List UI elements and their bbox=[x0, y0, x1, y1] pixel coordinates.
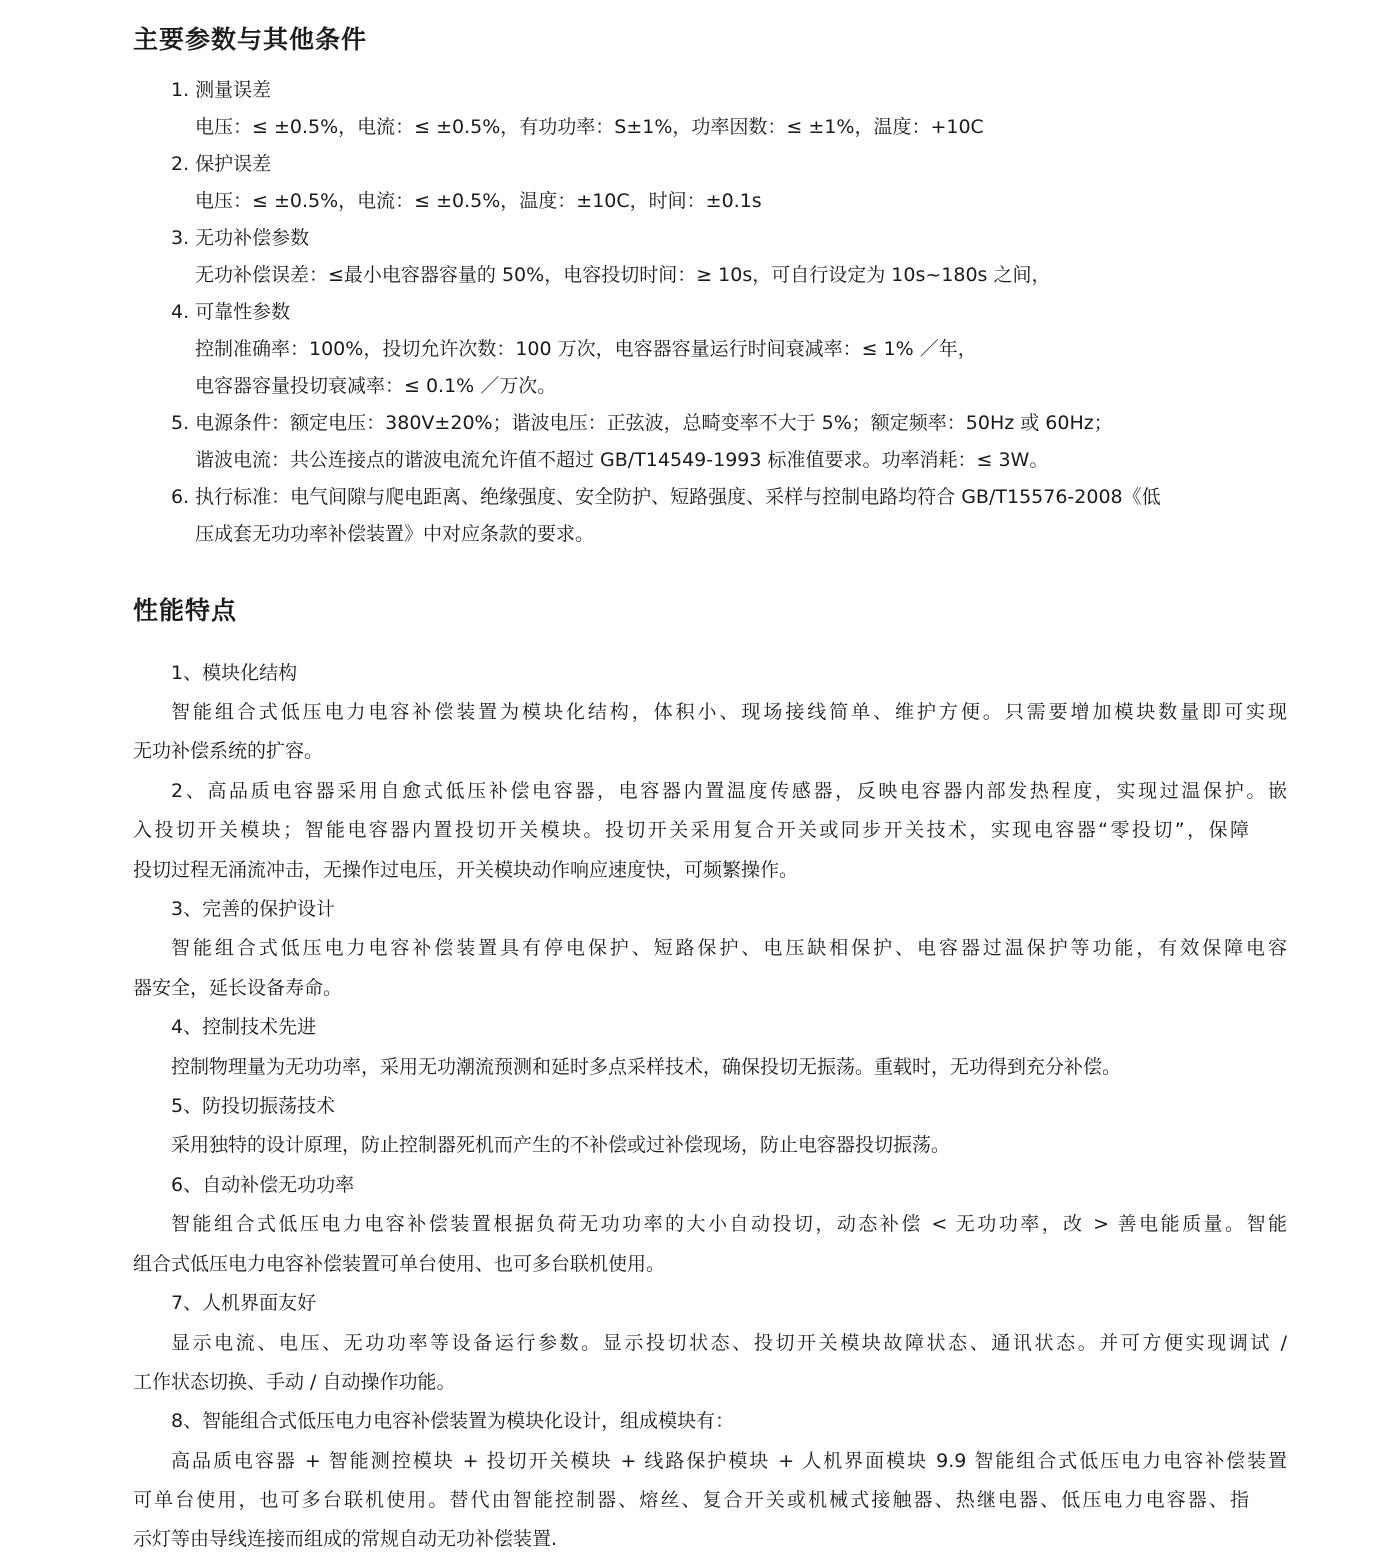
param-item-title: 3. 无功补偿参数 bbox=[171, 227, 310, 249]
param-item-body: 无功补偿误差：≤最小电容器容量的 50%，电容投切时间：≥ 10s，可自行设定为 10s~180s 之间， bbox=[195, 264, 1051, 286]
feature-paragraph-line: 示灯等由导线连接而组成的常规自动无功补偿装置. bbox=[133, 1528, 558, 1550]
feature-paragraph-line: 智能组合式低压电力电容补偿装置具有停电保护、短路保护、电压缺相保护、电容器过温保护等功能，有效保障电容 bbox=[171, 937, 1287, 959]
feature-paragraph-line: 器安全，延长设备寿命。 bbox=[133, 977, 343, 999]
feature-paragraph-line: 工作状态切换、手动 / 自动操作功能。 bbox=[133, 1371, 456, 1393]
feature-item-title: 5、防投切振荡技术 bbox=[171, 1095, 336, 1117]
param-item-title: 4. 可靠性参数 bbox=[171, 301, 291, 323]
param-item-title: 6. 执行标准：电气间隙与爬电距离、绝缘强度、安全防护、短路强度、采样与控制电路均符合 GB/T15576-2008《低 bbox=[171, 486, 1161, 508]
feature-paragraph-line: 可单台使用，也可多台联机使用。替代由智能控制器、熔丝、复合开关或机械式接触器、热继电器、低压电力电容器、指 bbox=[133, 1489, 1249, 1511]
param-item-body: 电压：≤ ±0.5%，电流：≤ ±0.5%，温度：±10C，时间：±0.1s bbox=[195, 190, 762, 212]
feature-paragraph-line: 智能组合式低压电力电容补偿装置为模块化结构，体积小、现场接线简单、维护方便。只需要增加模块数量即可实现 bbox=[171, 701, 1287, 723]
section-heading-features: 性能特点 bbox=[133, 596, 238, 625]
param-item-title: 2. 保护误差 bbox=[171, 153, 272, 175]
feature-paragraph-line: 控制物理量为无功功率，采用无功潮流预测和延时多点采样技术，确保投切无振荡。重载时，无功得到充分补偿。 bbox=[171, 1056, 1122, 1078]
param-item-title: 5. 电源条件：额定电压：380V±20%；谐波电压：正弦波，总畸变率不大于 5%；额定频率：50Hz 或 60Hz； bbox=[171, 412, 1113, 434]
feature-paragraph-line: 智能组合式低压电力电容补偿装置根据负荷无功功率的大小自动投切，动态补偿 < 无功功率，改 > 善电能质量。智能 bbox=[171, 1213, 1287, 1235]
param-item-body: 控制准确率：100%，投切允许次数：100 万次，电容器容量运行时间衰减率：≤ 1% ／年， bbox=[195, 338, 977, 360]
feature-item-title: 6、自动补偿无功功率 bbox=[171, 1174, 355, 1196]
feature-paragraph-line: 投切过程无涌流冲击，无操作过电压，开关模块动作响应速度快，可频繁操作。 bbox=[133, 859, 799, 881]
param-item-body: 电容器容量投切衰减率：≤ 0.1% ／万次。 bbox=[195, 375, 557, 397]
feature-paragraph-line: 显示电流、电压、无功功率等设备运行参数。显示投切状态、投切开关模块故障状态、通讯状态。并可方便实现调试 / bbox=[171, 1332, 1287, 1354]
feature-paragraph-line: 入投切开关模块；智能电容器内置投切开关模块。投切开关采用复合开关或同步开关技术，实现电容器“零投切”，保障 bbox=[133, 819, 1249, 841]
param-item-body: 电压：≤ ±0.5%，电流：≤ ±0.5%，有功功率：S±1%，功率因数：≤ ±1%，温度：+10C bbox=[195, 116, 984, 138]
param-item-body: 压成套无功功率补偿装置》中对应条款的要求。 bbox=[195, 523, 595, 545]
feature-item-title: 4、控制技术先进 bbox=[171, 1016, 317, 1038]
feature-item-title: 3、完善的保护设计 bbox=[171, 898, 336, 920]
feature-item-title: 8、智能组合式低压电力电容补偿装置为模块化设计，组成模块有： bbox=[171, 1410, 735, 1432]
feature-paragraph-line: 高品质电容器 + 智能测控模块 + 投切开关模块 + 线路保护模块 + 人机界面模块 9.9 智能组合式低压电力电容补偿装置 bbox=[171, 1450, 1287, 1472]
feature-item-title: 2、高品质电容器采用自愈式低压补偿电容器，电容器内置温度传感器，反映电容器内部发热程度，实现过温保护。嵌 bbox=[171, 780, 1287, 802]
param-item-title: 1. 测量误差 bbox=[171, 79, 272, 101]
feature-item-title: 1、模块化结构 bbox=[171, 662, 298, 684]
feature-paragraph-line: 组合式低压电力电容补偿装置可单台使用、也可多台联机使用。 bbox=[133, 1253, 666, 1275]
param-item-body: 谐波电流：共公连接点的谐波电流允许值不超过 GB/T14549-1993 标准值要求。功率消耗：≤ 3W。 bbox=[195, 449, 1049, 471]
section-heading-parameters: 主要参数与其他条件 bbox=[133, 25, 368, 54]
feature-item-title: 7、人机界面友好 bbox=[171, 1292, 317, 1314]
feature-paragraph-line: 采用独特的设计原理，防止控制器死机而产生的不补偿或过补偿现场，防止电容器投切振荡。 bbox=[171, 1134, 951, 1156]
feature-paragraph-line: 无功补偿系统的扩容。 bbox=[133, 740, 324, 762]
